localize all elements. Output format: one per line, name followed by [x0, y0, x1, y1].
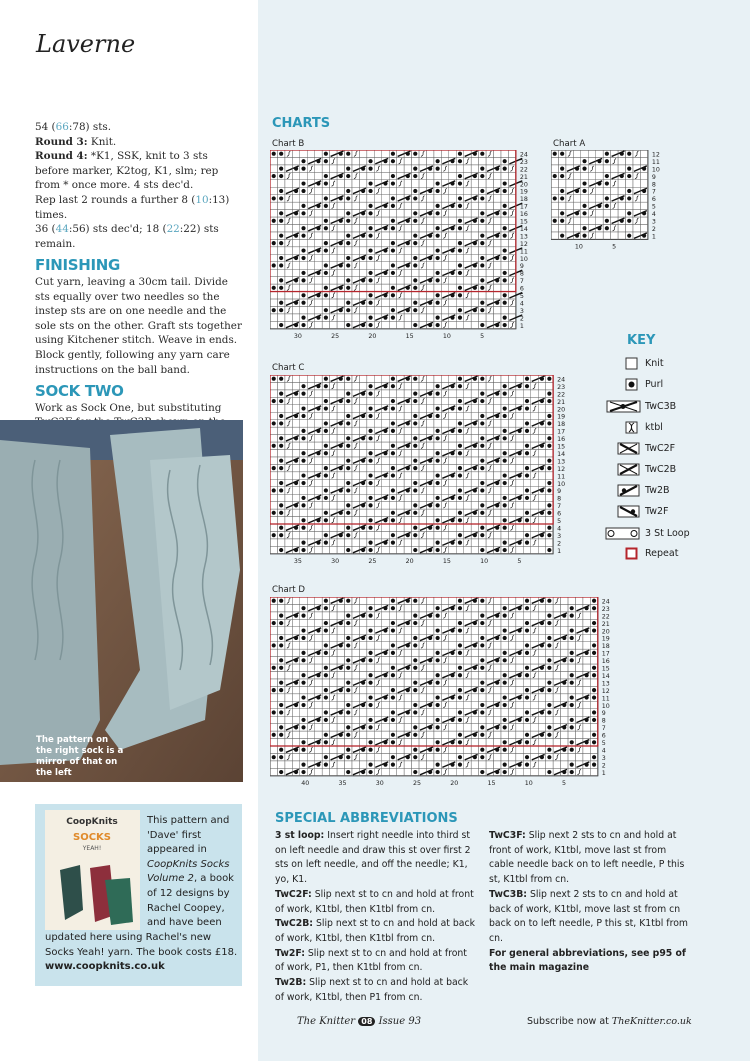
key-purl: Purl	[645, 379, 664, 390]
row-label: 11	[557, 473, 566, 481]
column-tick-label: 25	[331, 332, 340, 340]
round3-line: Round 3: Knit.	[35, 135, 117, 148]
abbreviations-right: TwC3F: Slip next 2 sts to cn and hold at front of work, K1tbl, move last st from cable needle back on to left needle, P this st, K1tbl from cn. TwC3B: Slip next 2 sts to cn and hold at back of work, K1tbl, move last st from cn back on to left needle, P this st, K1tbl from cn. For general abbreviations, see p95 of the main magazine	[489, 830, 688, 974]
book-cover-image	[45, 810, 140, 930]
row-label: 9	[519, 263, 524, 271]
promo-text-continued: updated here using Rachel's new Socks Yeah! yarn. The book costs £18. www.coopknits.co.uk	[45, 932, 238, 973]
row-label: 8	[601, 717, 606, 725]
row-label: 10	[557, 480, 566, 488]
column-tick-label: 30	[375, 779, 384, 787]
photo-caption: The pattern on the right sock is a mirror of that on the left	[36, 735, 124, 778]
column-tick-label: 35	[338, 779, 347, 787]
column-tick-label: 35	[293, 557, 302, 565]
ktbl-symbol-icon	[625, 421, 639, 435]
key-knit: Knit	[645, 358, 664, 369]
chart-c-label: Chart C	[272, 363, 305, 373]
three-st-loop-symbol-icon	[605, 527, 641, 541]
row-label: 6	[651, 196, 656, 204]
row-label: 15	[519, 218, 528, 226]
row-label: 11	[601, 695, 610, 703]
row-label: 11	[519, 248, 528, 256]
page-title: Laverne	[36, 30, 136, 58]
column-tick-label: 30	[331, 557, 340, 565]
row-label: 12	[651, 151, 660, 159]
row-label: 2	[601, 762, 606, 770]
row-label: 5	[557, 518, 562, 525]
column-tick-label: 10	[574, 243, 583, 251]
row-label: 13	[557, 458, 566, 466]
column-tick-label: 15	[487, 779, 496, 787]
row-label: 15	[557, 443, 566, 451]
row-label: 12	[519, 240, 528, 248]
book-subtitle: YEAH!	[82, 845, 102, 852]
tw2b-symbol-icon	[617, 484, 641, 498]
row-label: 9	[557, 488, 562, 496]
row-label: 6	[557, 510, 562, 518]
row-label: 17	[601, 650, 610, 658]
chart-b	[270, 150, 530, 350]
column-tick-label: 40	[301, 779, 310, 787]
column-tick-label: 20	[405, 557, 414, 565]
key-twc2f: TwC2F	[645, 443, 676, 454]
row-label: 4	[519, 300, 524, 308]
column-tick-label: 15	[442, 557, 451, 565]
chart-b-label: Chart B	[272, 139, 305, 149]
row-label: 2	[557, 540, 562, 548]
repeat-line: Rep last 2 rounds a further 8 (10:13) times.	[35, 193, 230, 221]
chart-a-label: Chart A	[553, 139, 586, 149]
row-label: 3	[651, 218, 656, 226]
row-label: 5	[519, 293, 524, 300]
row-label: 12	[601, 687, 610, 695]
row-label: 23	[557, 383, 566, 391]
row-label: 22	[519, 166, 528, 174]
row-label: 4	[601, 747, 606, 755]
book-title: SOCKS	[73, 832, 111, 843]
twc3b-symbol-icon	[606, 400, 642, 414]
charts-heading: CHARTS	[272, 116, 331, 131]
row-label: 23	[519, 158, 528, 166]
row-label: 9	[601, 710, 606, 718]
page-number: 08	[358, 1017, 375, 1026]
key-twc3b: TwC3B	[645, 401, 677, 412]
row-label: 21	[519, 173, 528, 181]
finishing-heading: FINISHING	[35, 256, 121, 275]
column-tick-label: 30	[293, 332, 302, 340]
column-tick-label: 10	[524, 779, 533, 787]
row-label: 17	[519, 203, 528, 211]
key-tw2b: Tw2B	[645, 485, 670, 496]
row-label: 24	[601, 598, 610, 606]
row-label: 23	[601, 605, 610, 613]
column-tick-label: 20	[368, 332, 377, 340]
row-label: 8	[557, 495, 562, 503]
key-3-st-loop: 3 St Loop	[645, 528, 690, 539]
key-repeat: Repeat	[645, 548, 679, 559]
tw2f-symbol-icon	[617, 505, 641, 519]
row-label: 13	[519, 233, 528, 241]
round4-line: Round 4: *K1, SSK, knit to 3 sts before marker, K2tog, K1, slm; rep from * once more. 4 sts dec'd.	[35, 150, 219, 192]
row-label: 16	[519, 211, 528, 219]
abbreviations-left: 3 st loop: Insert right needle into third st on left needle and draw this st over first 2 sts on left needle, and off the needle; K1, yo, K1. TwC2F: Slip next st to cn and hold at front of work, K1tbl, then K1tbl from cn. TwC2B: Slip next st to cn and hold at back of work, K1tbl, then K1tbl from cn. Tw2F: Slip next st to cn and hold at front of work, P1, then K1tbl from cn. Tw2B: Slip next st to cn and hold at back of work, K1tbl, then P1 from cn.	[275, 830, 475, 1003]
row-label: 3	[557, 532, 562, 540]
row-label: 3	[519, 307, 524, 315]
row-label: 16	[557, 436, 566, 444]
column-tick-label: 5	[517, 557, 522, 565]
book-brand: CoopKnits	[66, 817, 118, 827]
row-label: 1	[519, 322, 524, 330]
column-tick-label: 20	[450, 779, 459, 787]
row-label: 14	[557, 450, 566, 458]
knit-symbol-icon	[625, 357, 639, 371]
row-label: 8	[651, 181, 656, 189]
column-tick-label: 5	[612, 243, 617, 251]
column-tick-label: 25	[368, 557, 377, 565]
pattern-text	[35, 120, 245, 444]
twc2f-symbol-icon	[617, 442, 641, 456]
chart-a	[551, 150, 661, 260]
purl-symbol-icon	[625, 378, 639, 392]
row-label: 13	[601, 680, 610, 688]
column-tick-label: 15	[405, 332, 414, 340]
row-label: 18	[557, 421, 566, 429]
row-label: 14	[601, 672, 610, 680]
sock-photo	[0, 420, 243, 782]
book-promo-box	[35, 804, 242, 986]
sock-two-heading: SOCK TWO	[35, 382, 124, 401]
row-label: 24	[557, 376, 566, 384]
row-label: 1	[651, 233, 656, 241]
column-tick-label: 5	[562, 779, 567, 787]
row-label: 19	[557, 413, 566, 421]
footer-site-link[interactable]: TheKnitter.co.uk	[611, 1016, 692, 1027]
row-label: 3	[601, 754, 606, 762]
row-label: 14	[519, 225, 528, 233]
chart-d	[270, 597, 615, 797]
chart-c	[270, 375, 570, 575]
column-tick-label: 5	[480, 332, 485, 340]
row-label: 19	[601, 635, 610, 643]
chart-d-label: Chart D	[272, 585, 305, 595]
sock-two-text: Work as Sock One, but substituting	[35, 401, 245, 445]
column-tick-label: 25	[413, 779, 422, 787]
row-label: 11	[651, 158, 660, 166]
column-tick-label: 10	[480, 557, 489, 565]
row-label: 4	[557, 525, 562, 533]
row-label: 2	[651, 225, 656, 233]
row-label: 17	[557, 428, 566, 436]
key-tw2f: Tw2F	[645, 506, 669, 517]
footer-subscribe: Subscribe now at TheKnitter.co.uk	[527, 1016, 692, 1027]
row-label: 12	[557, 465, 566, 473]
row-label: 6	[601, 732, 606, 740]
row-label: 21	[557, 398, 566, 406]
twc2b-symbol-icon	[617, 463, 641, 477]
row-label: 16	[601, 658, 610, 666]
row-label: 10	[651, 166, 660, 174]
row-label: 20	[557, 406, 566, 414]
remain-line: 36 (44:56) sts dec'd; 18 (22:22) sts remain.	[35, 223, 219, 250]
row-label: 22	[557, 391, 566, 399]
row-label: 9	[651, 173, 656, 181]
row-label: 8	[519, 270, 524, 278]
row-label: 4	[651, 211, 656, 219]
key-ktbl: ktbl	[645, 422, 663, 433]
row-label: 7	[519, 278, 524, 286]
row-label: 21	[601, 620, 610, 628]
key-twc2b: TwC2B	[645, 464, 677, 475]
row-label: 7	[651, 188, 656, 196]
row-label: 5	[651, 203, 656, 211]
row-label: 10	[601, 702, 610, 710]
promo-url[interactable]: www.coopknits.co.uk	[45, 961, 165, 973]
key-heading: KEY	[627, 333, 656, 348]
row-label: 18	[601, 643, 610, 651]
row-label: 24	[519, 151, 528, 159]
footer-magazine: The Knitter 08 Issue 93	[297, 1016, 422, 1027]
row-label: 10	[519, 255, 528, 263]
row-label: 2	[519, 315, 524, 323]
row-label: 19	[519, 188, 528, 196]
row-label: 1	[601, 769, 606, 777]
finishing-text: Cut yarn, leaving a 30cm tail. Divide sts equally over two needles so the instep sts are on one needle and the sole sts on the other. Graft sts together using Kitchener stitch. Weave in ends. Block gently, following any yarn care instructions on the ball band.	[35, 275, 242, 376]
row-label: 7	[557, 503, 562, 511]
stitch-count-line: 54 (66:78) sts.	[35, 121, 112, 133]
row-label: 20	[519, 181, 528, 189]
row-label: 5	[601, 740, 606, 747]
row-label: 15	[601, 665, 610, 673]
row-label: 18	[519, 196, 528, 204]
row-label: 6	[519, 285, 524, 293]
row-label: 22	[601, 613, 610, 621]
row-label: 7	[601, 725, 606, 733]
promo-text: This pattern and 'Dave' first appeared in CoopKnits Socks Volume 2, a book of 12 designs by Rachel Coopey, and have been	[147, 815, 234, 929]
row-label: 1	[557, 547, 562, 555]
column-tick-label: 10	[442, 332, 451, 340]
repeat-symbol-icon	[625, 547, 639, 561]
row-label: 20	[601, 628, 610, 636]
abbreviations-heading: SPECIAL ABBREVIATIONS	[275, 811, 458, 826]
